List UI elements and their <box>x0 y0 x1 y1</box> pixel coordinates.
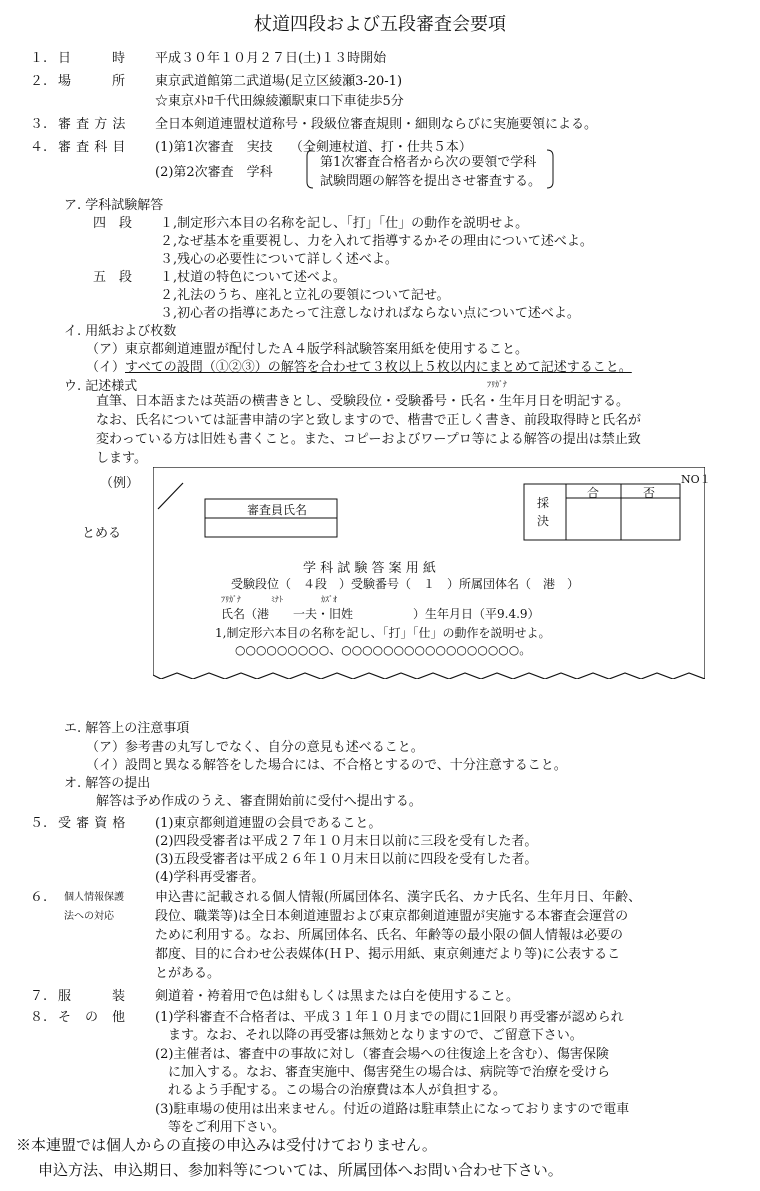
other-line-6: (3)駐車場の使用は出来ません。付近の道路は駐車禁止になっておりますので電車 <box>155 1102 630 1117</box>
section-number: ４. <box>30 140 48 155</box>
staple-label: とめる <box>82 526 122 541</box>
section-label: 審 査 科 目 <box>58 140 126 155</box>
chui-line-1: （ア）参考書の丸写しでなく、自分の意見も述べること。 <box>86 740 424 755</box>
teishutsu-heading: オ. 解答の提出 <box>64 776 151 791</box>
sheet-number: NO１ <box>681 473 711 486</box>
section-number: ６. <box>30 890 48 905</box>
yondan-question-2: ２,なぜ基本を重要視し、力を入れて指導するかその理由について述べよ。 <box>160 234 593 249</box>
godan-question-1: １,杖道の特色について述べよ。 <box>160 270 346 285</box>
section-number: １. <box>30 51 48 66</box>
section-number: ８. <box>30 1010 48 1025</box>
kijutsu-line-3: 変わっている方は旧姓も書くこと。また、コピーおよびワープロ等による解答の提出は禁止致 <box>96 432 641 447</box>
other-line-3: (2)主催者は、審査中の事故に対し（審査会場への往復途上を含む）、傷害保険 <box>155 1047 609 1062</box>
example-label: （例） <box>100 476 140 491</box>
section-date <box>30 47 760 65</box>
godan-question-3: ３,初心者の指導にあたって注意しなければならない点について述べよ。 <box>160 306 580 321</box>
section-number: ３. <box>30 117 48 132</box>
kijutsu-line-4: します。 <box>96 451 147 466</box>
section-label: 服 装 <box>58 989 126 1004</box>
privacy-line-2: 段位、職業等)は全日本剣道連盟および東京都剣道連盟が実施する本審査会運営の <box>155 909 629 924</box>
other-line-7: 等をご利用下さい。 <box>155 1120 286 1135</box>
godan-question-2: ２,礼法のうち、座礼と立礼の要領について記せ。 <box>160 288 450 303</box>
section-other <box>30 1006 760 1024</box>
chui-heading: エ. 解答上の注意事項 <box>64 721 190 736</box>
footer-contact: 申込方法、申込期日、参加料等については、所属団体へお問い合わせ下さい。 <box>38 1161 563 1179</box>
other-line-2: ます。なお、それ以降の再受審は無効となりますので、ご留意下さい。 <box>155 1028 583 1043</box>
footer-notice: ※本連盟では個人からの直接の申込みは受付けておりません。 <box>16 1136 437 1154</box>
yondan-question-1: １,制定形六本目の名称を記し、「打」「仕」の動作を説明せよ。 <box>160 216 529 231</box>
privacy-line-3: ために利用する。なお、所属団体名、氏名、年齢等の最小限の個人情報は必要の <box>155 928 624 943</box>
sample-answer: ○○○○○○○○○、○○○○○○○○○○○○○○○○○。 <box>235 643 532 657</box>
yondan-label: 四 段 <box>93 216 133 231</box>
decision-label-1: 採 <box>537 496 550 510</box>
privacy-label-2: 法への対応 <box>64 911 114 922</box>
example-answer-sheet <box>153 467 711 679</box>
ruby-minato: ﾐﾅﾄ <box>271 595 283 604</box>
fail-label: 否 <box>643 486 656 500</box>
section-venue <box>30 70 760 88</box>
section-label: そ の 他 <box>58 1010 126 1025</box>
furigana-ruby: ﾌﾘｶﾞﾅ <box>487 380 507 389</box>
section-number: ７. <box>30 989 48 1004</box>
kijutsu-line-2: なお、氏名については証書申請の字と致しますので、楷書で正しく書き、前段取得時と氏名が <box>96 413 641 428</box>
eligibility-4: (4)学科再受審者。 <box>155 870 265 885</box>
section-attire <box>30 985 760 1003</box>
section-method <box>30 113 760 131</box>
section-value: 剣道着・袴着用で色は紺もしくは黒または白を使用すること。 <box>155 989 520 1004</box>
section-value: 東京武道館第二武道場(足立区綾瀬3-20-1) <box>155 74 403 89</box>
pass-label: 合 <box>587 486 600 500</box>
examiner-name-label: 審査員氏名 <box>247 503 308 517</box>
section-value: (1)第1次審査 実技 （全剣連杖道、打・仕共５本） <box>155 140 472 155</box>
other-line-4: に加入する。なお、審査実施中、傷害発生の場合は、病院等で治療を受けら <box>155 1065 611 1080</box>
section-value: (1)学科審査不合格者は、平成３１年１０月までの間に1回限り再受審が認められ <box>155 1010 624 1025</box>
gakka-heading: ア. 学科試験解答 <box>64 198 164 213</box>
yoshi-heading: イ. 用紙および枚数 <box>64 324 177 339</box>
section-label: 日 時 <box>58 51 126 66</box>
other-line-5: れるよう手配する。この場合の治療費は本人が負担する。 <box>155 1083 507 1098</box>
kijutsu-line-1: 直筆、日本語または英語の横書きとし、受験段位・受験番号・氏名・生年月日を明記する。 <box>96 394 630 409</box>
eligibility-3: (3)五段受審者は平成２６年１０月末日以前に四段を受有した者。 <box>155 852 538 867</box>
section-number: ５. <box>30 816 48 831</box>
section-value: 全日本剣道連盟杖道称号・段級位審査規則・細則ならびに実施要領による。 <box>155 117 598 132</box>
exam-info-line: 受験段位（ ４段 ）受験番号（ １ ）所属団体名（ 港 ） <box>231 577 580 591</box>
section-eligibility <box>30 812 760 830</box>
privacy-line-4: 都度、目的に合わせ公表媒体(ＨＰ、掲示用紙、東京剣連だより等)に公表するこ <box>155 947 621 962</box>
yoshi-i-prefix: （イ） <box>86 360 126 375</box>
name-line: 氏名（港 一夫・旧姓 ）生年月日（平9.4.9） <box>221 607 540 621</box>
section-number: ２. <box>30 74 48 89</box>
section-value: (1)東京都剣道連盟の会員であること。 <box>155 816 382 831</box>
yoshi-a: （ア）東京都剣道連盟が配付したＡ４版学科試験答案用紙を使用すること。 <box>86 342 529 357</box>
yoshi-i <box>86 356 632 375</box>
privacy-label-1: 個人情報保護 <box>64 892 124 903</box>
teishutsu-line: 解答は予め作成のうえ、審査開始前に受付へ提出する。 <box>96 794 422 809</box>
yoshi-i-text: すべての設問（①②③）の解答を合わせて３枚以上５枚以内にまとめて記述すること。 <box>125 360 632 375</box>
privacy-line-5: とがある。 <box>155 966 221 981</box>
section-label: 場 所 <box>58 74 126 89</box>
yondan-question-3: ３,残心の必要性について詳しく述べよ。 <box>160 252 398 267</box>
section-label: 受 審 資 格 <box>58 816 126 831</box>
chui-line-2: （イ）設問と異なる解答をした場合には、不合格とするので、十分注意すること。 <box>86 758 567 773</box>
kijutsu-heading: ウ. 記述様式 <box>64 379 138 394</box>
sample-question: 1,制定形六本目の名称を記し、「打」「仕」の動作を説明せよ。 <box>215 626 551 640</box>
section-value: 平成３０年１０月２７日(土)１３時開始 <box>155 51 387 66</box>
gakka-note-1: 第1次審査合格者から次の要領で学科 <box>320 155 537 170</box>
gakka-note-2: 試験問題の解答を提出させ審査する。 <box>320 174 542 189</box>
sheet-title: 学 科 試 験 答 案 用 紙 <box>303 561 436 576</box>
ruby-kazuo: ｶｽﾞｵ <box>321 595 337 604</box>
eligibility-2: (2)四段受審者は平成２７年１０月末日以前に三段を受有した者。 <box>155 834 538 849</box>
decision-label-2: 決 <box>537 514 550 528</box>
godan-label: 五 段 <box>93 270 133 285</box>
subject-gakka: (2)第2次審査 学科 <box>155 165 273 180</box>
section-label: 審 査 方 法 <box>58 117 126 132</box>
ruby-furigana: ﾌﾘｶﾞﾅ <box>221 595 241 604</box>
privacy-line-1: 申込書に記載される個人情報(所属団体名、漢字氏名、カナ氏名、生年月日、年齢、 <box>155 890 642 905</box>
venue-access: ☆東京ﾒﾄﾛ千代田線綾瀬駅東口下車徒歩5分 <box>155 94 404 109</box>
page-title: 杖道四段および五段審査会要項 <box>254 14 506 35</box>
